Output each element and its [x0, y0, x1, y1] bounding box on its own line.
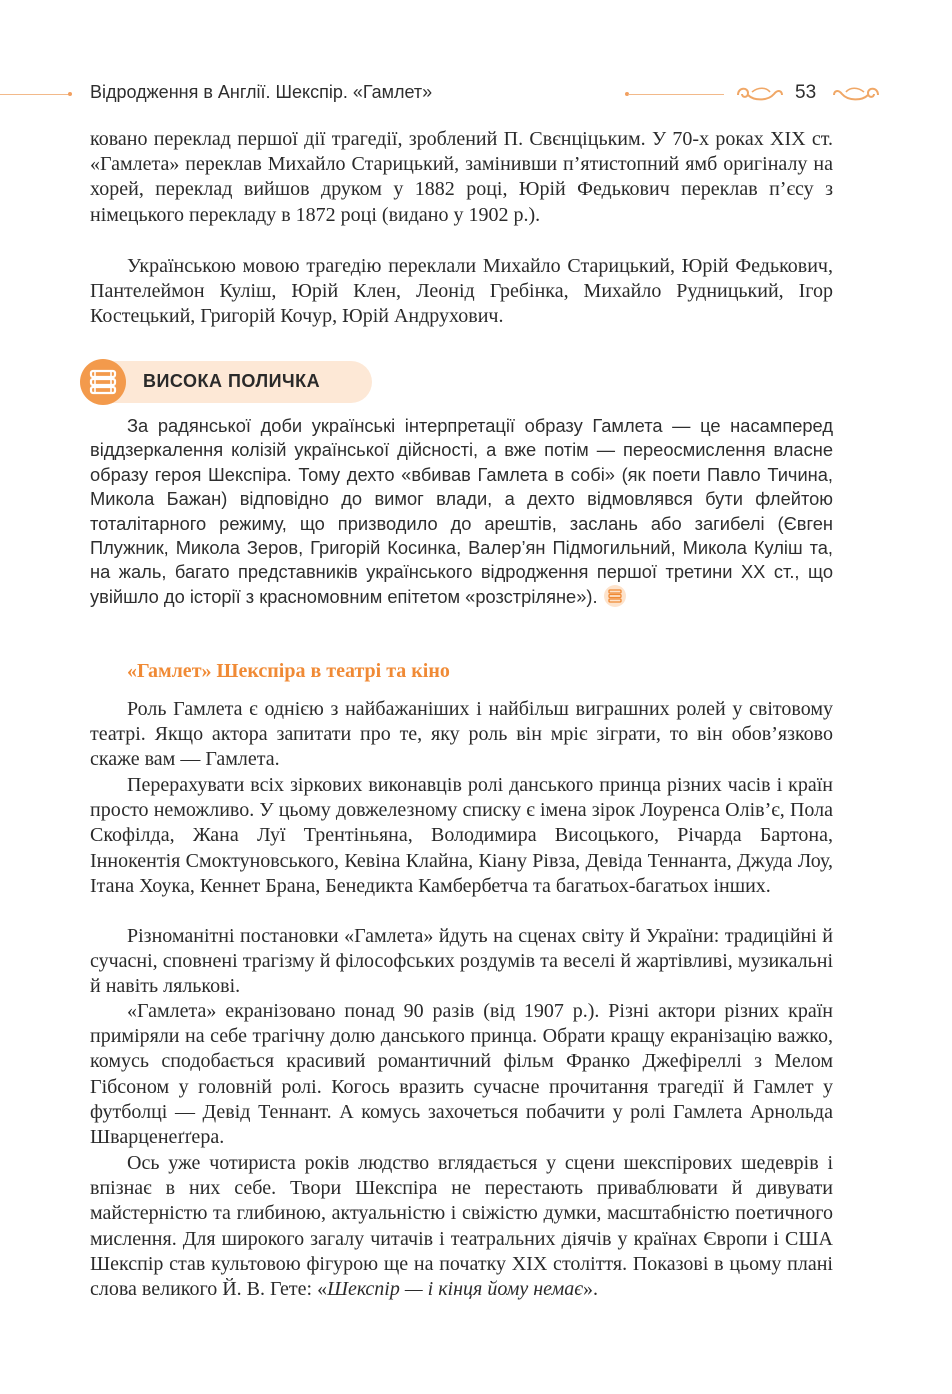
body-paragraph: ковано переклад першої дії трагедії, зроблений П. Свєнціцьким. У 70-х роках XIX ст. «Гамлета» переклав Михайло Старицький, замінивши п’ятистопний ямб оригіналу на хорей, переклад вийшов друком у 1882 році, Юрій Федькович переклав п’єсу з німецького перекладу в 1872 році (видано у 1902 р.).	[90, 128, 833, 226]
swirl-ornament-icon	[734, 83, 784, 105]
header-rule-left	[0, 94, 70, 95]
body-paragraph: Українською мовою трагедію переклали Михайло Старицький, Юрій Федькович, Пантелеймон Куліш, Юрій Клен, Леонід Гребінка, Михайло Рудницький, Ігор Костецький, Григорій Кочур, Юрій Андрухович.	[90, 255, 833, 328]
bookshelf-icon	[80, 359, 126, 405]
sidebar-title: ВИСОКА ПОЛИЧКА	[143, 371, 321, 391]
sidebar-icon-circle	[80, 359, 126, 405]
body-paragraph	[90, 1151, 833, 1302]
swirl-ornament-icon	[832, 83, 882, 105]
sidebar-text: За радянської доби українські інтерпретації образу Гамлета — це насамперед віддзеркалення колізій української дійсності, а вже потім — переосмислення власне образу героя Шекспіра. Тому дехто «вбивав Гамлета в собі» (як поети Павло Тичина, Микола Бажан) відповідно до вимог влади, а дехто відмовлявся бути флейтою тоталітарного режиму, що призводило до арештів, заслань або загибелі (Євген Плужник, Микола Зеров, Григорій Косинка, Валер’ян Підмогильний, Микола Куліш та, на жаль, багато представників українського відродження першої третини XX ст., що увійшло до історії з красномовним епітетом «розстріляне»).	[90, 415, 833, 607]
page-number: 53	[795, 82, 817, 103]
sidebar-text-block	[90, 414, 833, 609]
bookshelf-icon	[604, 585, 626, 607]
page-header	[0, 78, 952, 112]
header-rule-middle	[628, 94, 724, 95]
goethe-quote: Шекспір — і кінця йому немає	[327, 1278, 583, 1301]
sidebar-heading	[80, 359, 372, 405]
body-paragraph: «Гамлета» екранізовано понад 90 разів (від 1907 р.). Різні актори різних країн приміряли на себе трагічну долю данського принца. Обрати кращу екранізацію важко, комусь сподобається красивий романтичний фільм Франко Джефіреллі з Мелом Гібсоном у головній ролі. Когось вразить сучасне прочитання трагедії й Гамлет у футболці — Девід Теннант. А комусь захочеться побачити у ролі Гамлета Арнольда Шварценеґґера.	[90, 1000, 833, 1149]
header-rule-dot	[68, 92, 72, 96]
running-title: Відродження в Англії. Шекспір. «Гамлет»	[90, 82, 433, 102]
paragraph-text-end: ».	[583, 1278, 598, 1301]
body-paragraph: Різноманітні постановки «Гамлета» йдуть на сценах світу й України: традиційні й сучасні, сповнені трагізму й філософських роздумів та веселі й жартівливі, музикальні й навіть лялькові.	[90, 925, 833, 998]
paragraph-text: Ось уже чотириста років людство вглядається у сцени шекспірових шедеврів і впізнає в них себе. Твори Шекспіра не перестають приваблювати й дивувати майстерністю та глибиною, актуальністю і свіжістю думки, масштабністю поетичного мислення. Для широкого загалу читачів і театральних діячів у країнах Європи і США Шекспір став культовою фігурою ще на початку XIX століття. Показові в цьому плані слова великого Й. В. Гете: «	[90, 1152, 833, 1301]
section-title: «Гамлет» Шекспіра в театрі та кіно	[127, 660, 450, 682]
body-paragraph: Роль Гамлета є однією з найбажаніших і найбільш виграшних ролей у світовому театрі. Якщо актора запитати про те, яку роль він мріє зіграти, то він обов’язково скаже вам — Гамлета.	[90, 698, 833, 771]
body-paragraph: Перерахувати всіх зіркових виконавців ролі данського принца різних часів і країн просто неможливо. У цьому довжелезному списку є імена зірок Лоуренса Олів’є, Пола Скофілда, Жана Луї Трентіньяна, Володимира Висоцького, Річарда Бартона, Іннокентія Смоктуновського, Кевіна Клайна, Кіану Рівза, Девіда Теннанта, Джуда Лоу, Ітана Хоука, Кеннет Брана, Бенедикта Камбербетча та багатьох-багатьох інших.	[90, 774, 833, 897]
